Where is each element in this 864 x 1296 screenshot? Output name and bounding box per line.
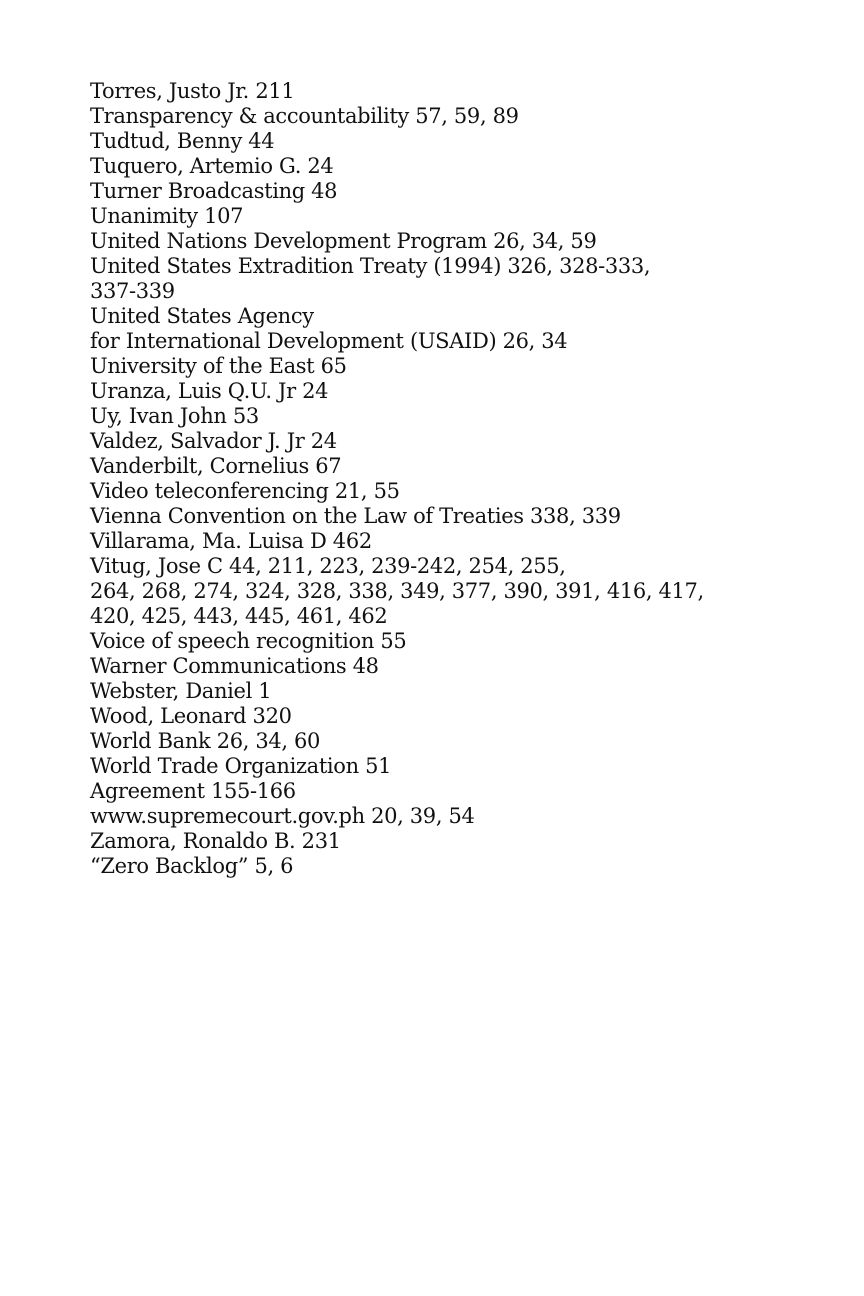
index-entry: Uranza, Luis Q.U. Jr 24	[90, 379, 329, 403]
index-entry: www.supremecourt.gov.ph 20, 39, 54	[90, 804, 475, 828]
index-entry: Voice of speech recognition 55	[90, 629, 407, 653]
index-entry: Vienna Convention on the Law of Treaties 338, 339	[90, 504, 621, 528]
index-entry: Vitug, Jose C 44, 211, 223, 239-242, 254, 255, 264, 268, 274, 324, 328, 338, 349, 377, 390, 391, 416, 417, 420, 425, 443, 445, 461, 462	[90, 554, 704, 628]
index-entry: University of the East 65	[90, 354, 347, 378]
index-entry: Turner Broadcasting 48	[90, 179, 338, 203]
index-entry: Villarama, Ma. Luisa D 462	[90, 529, 372, 553]
index-entry: Vanderbilt, Cornelius 67	[90, 454, 342, 478]
index-entry: World Trade Organization 51	[90, 754, 392, 778]
index-entry: Torres, Justo Jr. 211	[90, 79, 295, 103]
index-entry: World Bank 26, 34, 60	[90, 729, 321, 753]
index-entry: Webster, Daniel 1	[90, 679, 272, 703]
index-entry: Transparency & accountability 57, 59, 89	[90, 104, 519, 128]
index-entry: Warner Communications 48	[90, 654, 379, 678]
index-list	[90, 79, 790, 879]
index-entry: Zamora, Ronaldo B. 231	[90, 829, 341, 853]
index-entry: Valdez, Salvador J. Jr 24	[90, 429, 337, 453]
index-entry: Agreement 155-166	[90, 779, 296, 803]
index-entry: Uy, Ivan John 53	[90, 404, 259, 428]
index-entry: Tuquero, Artemio G. 24	[90, 154, 334, 178]
index-entry: United Nations Development Program 26, 34, 59	[90, 229, 597, 253]
index-entry: Tudtud, Benny 44	[90, 129, 275, 153]
index-entry: United States Extradition Treaty (1994) 326, 328-333, 337-339	[90, 254, 651, 303]
index-entry: United States Agency for International Development (USAID) 26, 34	[90, 304, 568, 353]
index-entry: Video teleconferencing 21, 55	[90, 479, 400, 503]
index-entry: Wood, Leonard 320	[90, 704, 292, 728]
index-entry: Unanimity 107	[90, 204, 244, 228]
index-entry: “Zero Backlog” 5, 6	[90, 854, 294, 878]
